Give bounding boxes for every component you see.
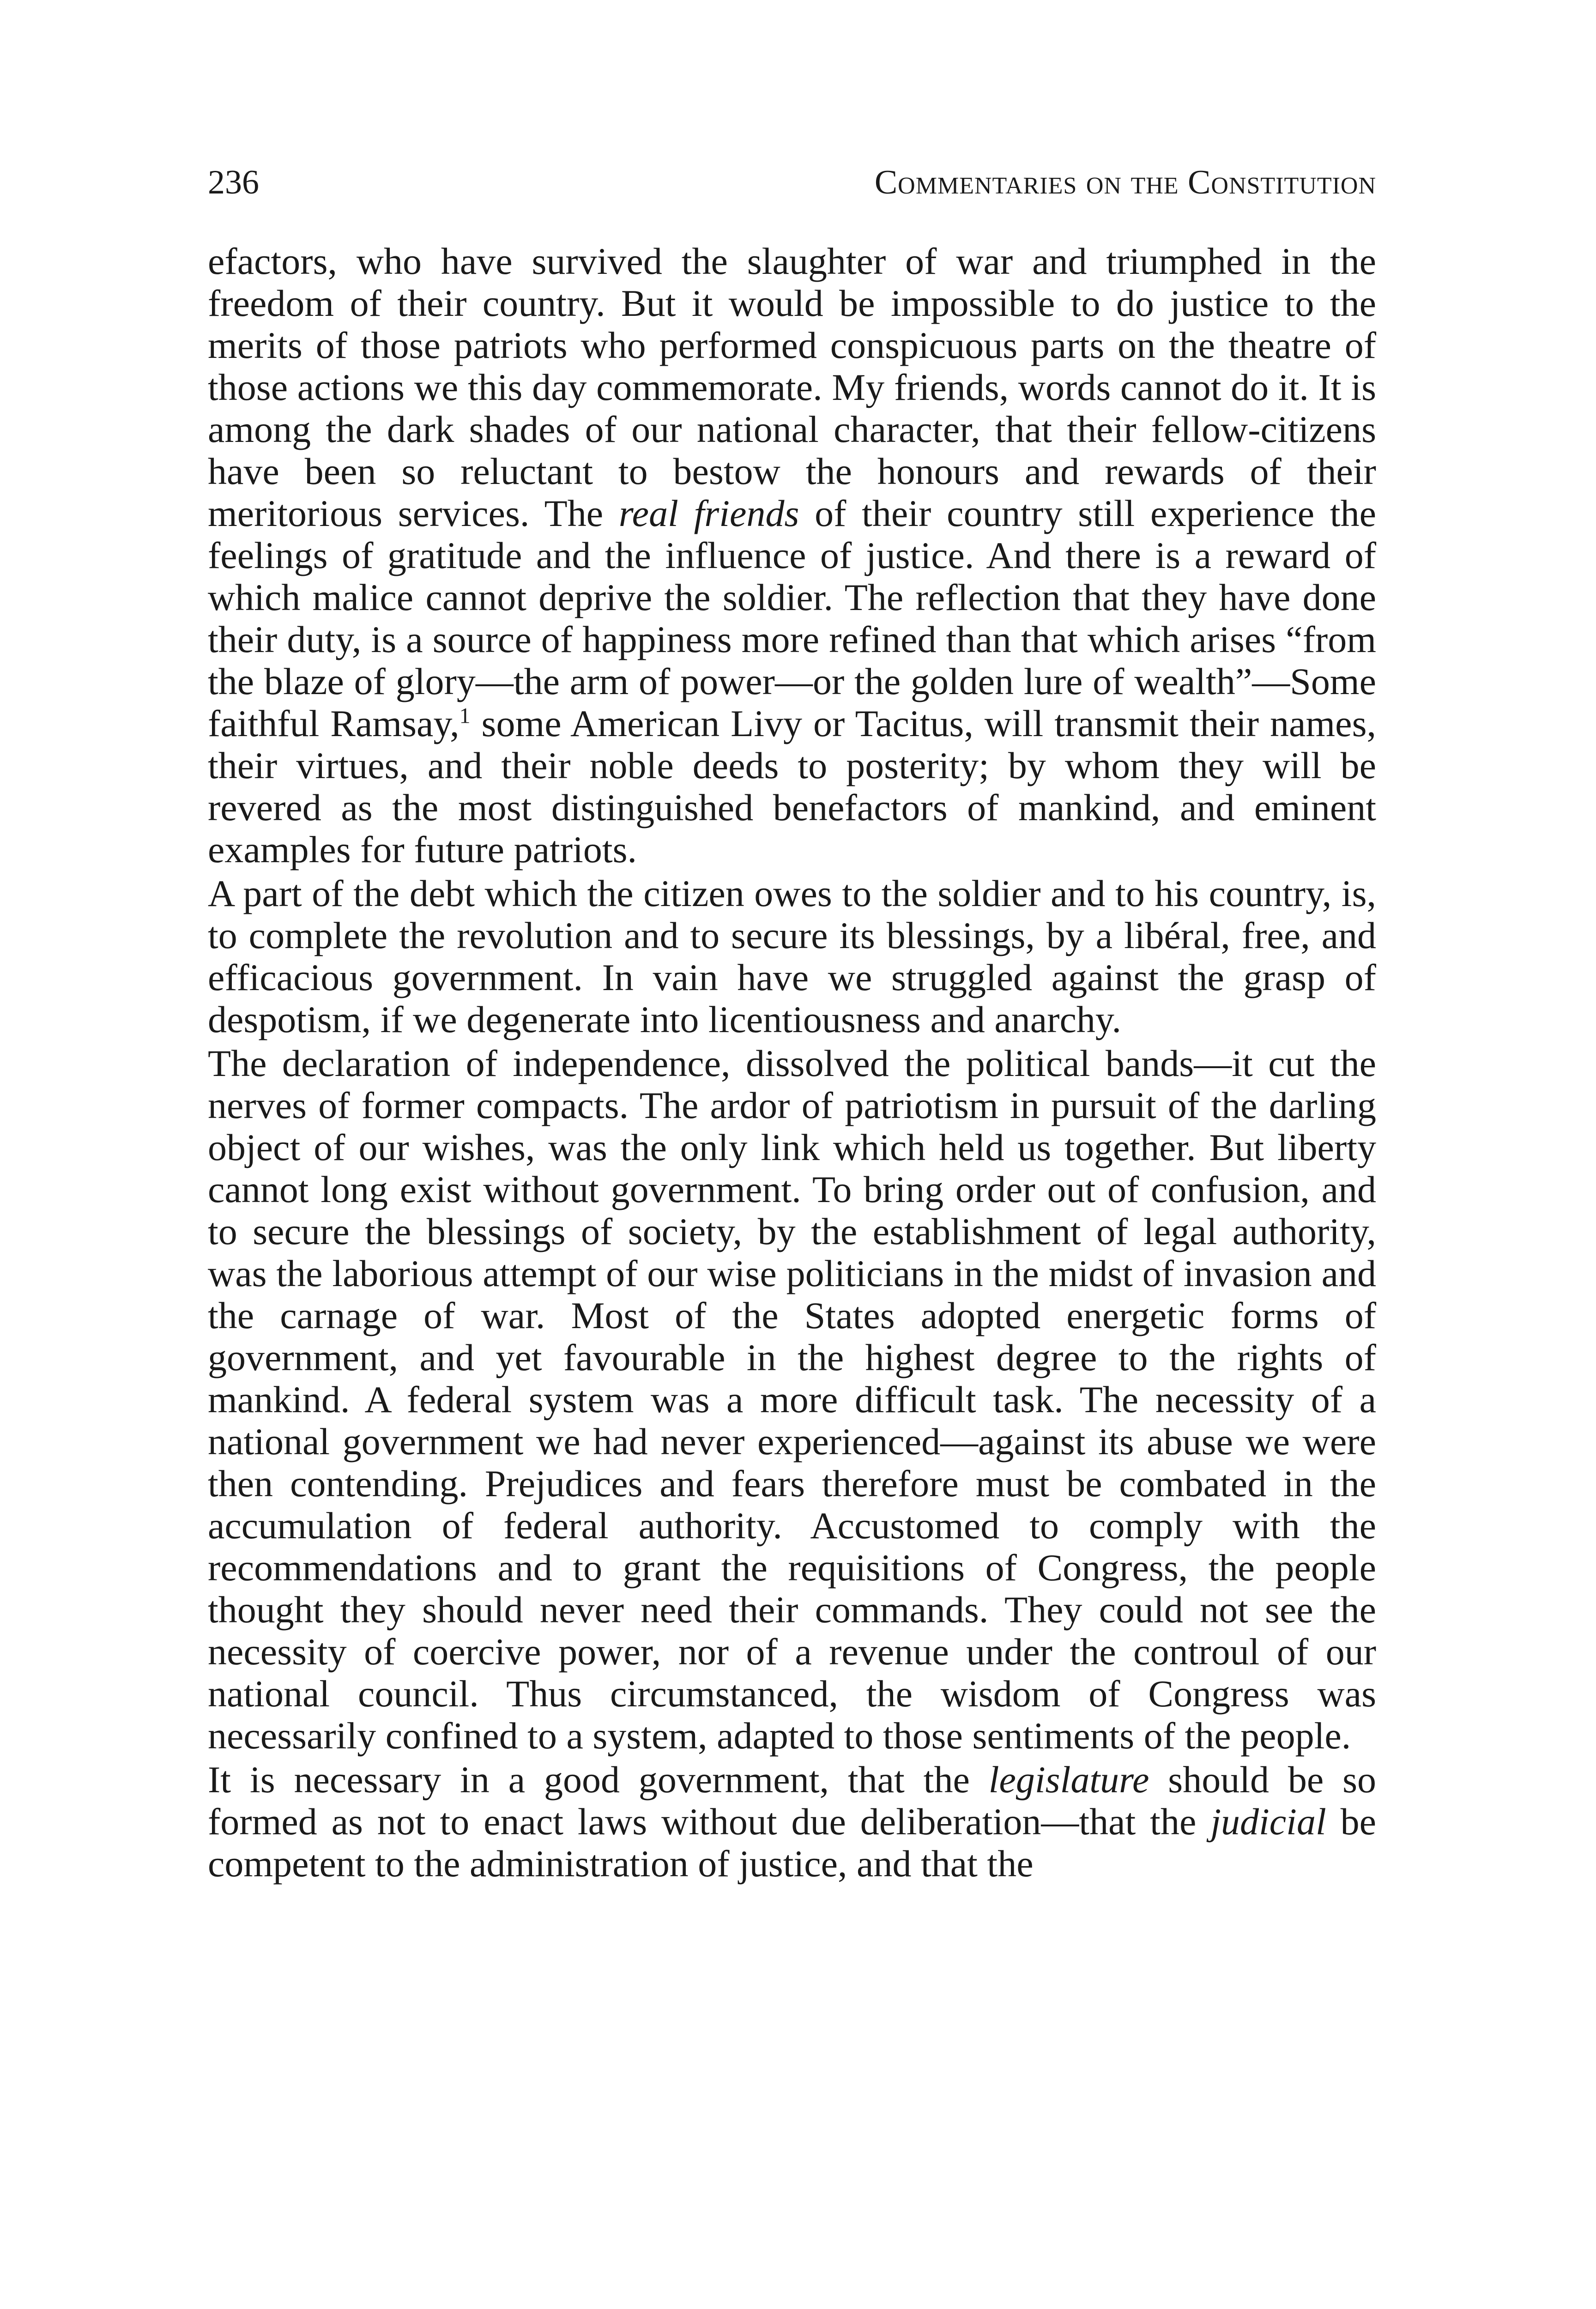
paragraph-1-text-c: some American Livy or Tacitus, will transmit their names, their virtues, and their noble deeds to posterity; by whom they will be revered as the most distinguished benefactors of mankind, and eminent examples for future patriots.: [208, 702, 1376, 870]
page-number: 236: [208, 163, 259, 201]
emphasis-legislature: legislature: [988, 1759, 1149, 1801]
emphasis-real-friends: real friends: [618, 492, 799, 534]
body-text: [208, 240, 1376, 1885]
paragraph-1-text-b: of their country still experience the feelings of gratitude and the influence of justice. And there is a reward of which malice cannot deprive the soldier. The reflection that they have done their duty, is a source of happiness more refined than that which arises “from the blaze of glory—the arm of power—or the golden lure of wealth”—Some faithful Ramsay,: [208, 492, 1377, 744]
running-head: [208, 157, 1376, 208]
paragraph-1: [208, 240, 1376, 870]
paragraph-4: [208, 1759, 1376, 1885]
paragraph-4-text-a: It is necessary in a good government, that the: [208, 1759, 989, 1801]
footnote-marker-1: 1: [459, 703, 471, 728]
running-title: Commentaries on the Constitution: [874, 163, 1376, 201]
paragraph-4-text-b: should be so formed as not to enact laws without due deliberation—that the: [208, 1759, 1376, 1843]
emphasis-judicial: judicial: [1210, 1801, 1326, 1843]
paragraph-4-text-c: be competent to the administration of justice, and that the: [208, 1801, 1376, 1885]
paragraph-1-text-a: efactors, who have survived the slaughter of war and triumphed in the freedom of their country. But it would be impossible to do justice to the merits of those patriots who performed conspicuous parts on the theatre of those actions we this day commemorate. My friends, words cannot do it. It is among the dark shades of our national character, that their fellow-citizens have been so reluctant to bestow the honours and rewards of their meritorious services. The: [208, 240, 1376, 534]
paragraph-2: A part of the debt which the citizen owes to the soldier and to his country, is, to complete the revolution and to secure its blessings, by a libéral, free, and efficacious government. In vain have we struggled against the grasp of despotism, if we degenerate into licentiousness and anarchy.: [208, 872, 1376, 1040]
paragraph-3: The declaration of independence, dissolved the political bands—it cut the nerves of former compacts. The ardor of patriotism in pursuit of the darling object of our wishes, was the only link which held us together. But liberty cannot long exist without government. To bring order out of confusion, and to secure the blessings of society, by the establishment of legal authority, was the laborious attempt of our wise politicians in the midst of invasion and the carnage of war. Most of the States adopted energetic forms of government, and yet favourable in the highest degree to the rights of mankind. A federal system was a more difficult task. The necessity of a national government we had never experienced—against its abuse we were then contending. Prejudices and fears therefore must be combated in the accumulation of federal authority. Accustomed to comply with the recommendations and to grant the requisitions of Congress, the people thought they should never need their commands. They could not see the necessity of coercive power, nor of a revenue under the controul of our national council. Thus circumstanced, the wisdom of Congress was necessarily confined to a system, adapted to those sentiments of the people.: [208, 1042, 1376, 1757]
